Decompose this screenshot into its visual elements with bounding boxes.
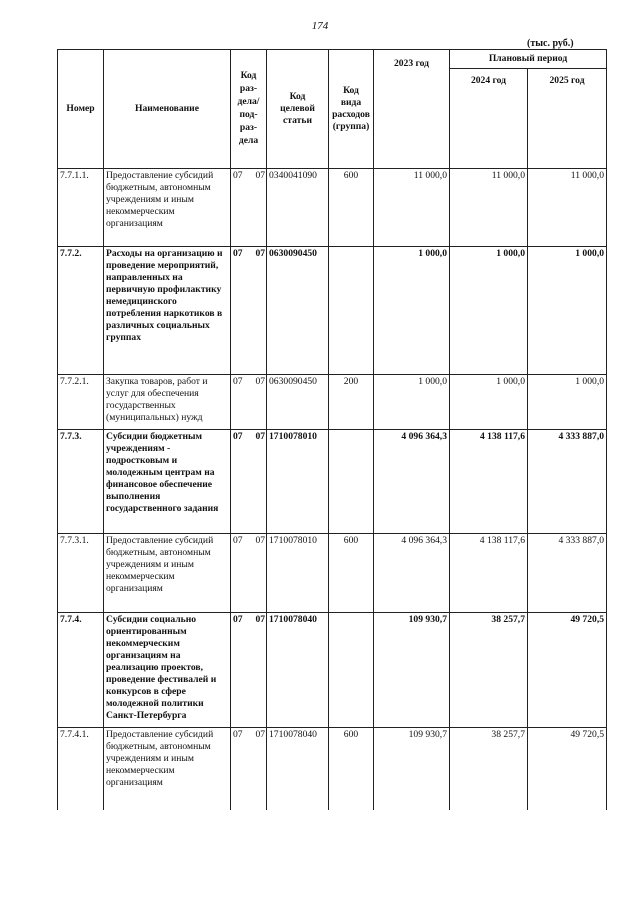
row-expense-code	[329, 247, 374, 375]
row-name: Предоставление субсидий бюджетным, автономным учреждениям и иным некоммерческим организациям	[104, 169, 231, 247]
table-row	[58, 375, 607, 430]
row-value-2025: 4 333 887,0	[528, 534, 607, 613]
row-value-2025: 49 720,5	[528, 613, 607, 728]
header-section-text: Код раз- дела/ под- раз- дела	[237, 70, 260, 146]
row-value-2023: 4 096 364,3	[374, 430, 450, 534]
header-section-code	[231, 50, 267, 169]
table-row	[58, 247, 607, 375]
row-value-2024: 4 138 117,6	[450, 534, 528, 613]
row-value-2023: 109 930,7	[374, 613, 450, 728]
row-target-code: 0340041090	[267, 169, 329, 247]
row-section: 07	[231, 430, 254, 534]
row-number: 7.7.2.1.	[58, 375, 104, 430]
row-subsection: 07	[254, 534, 267, 613]
row-value-2025: 49 720,5	[528, 728, 607, 810]
row-subsection: 07	[254, 613, 267, 728]
row-expense-code: 600	[329, 728, 374, 810]
row-target-code: 0630090450	[267, 247, 329, 375]
table-row	[58, 430, 607, 534]
row-target-code: 1710078040	[267, 613, 329, 728]
row-number: 7.7.3.1.	[58, 534, 104, 613]
row-value-2023: 1 000,0	[374, 375, 450, 430]
row-target-code: 1710078040	[267, 728, 329, 810]
header-target-code	[267, 50, 329, 169]
row-subsection: 07	[254, 728, 267, 810]
row-section: 07	[231, 613, 254, 728]
header-target-text: Код целевой статьи	[280, 91, 315, 126]
row-section: 07	[231, 247, 254, 375]
row-subsection: 07	[254, 430, 267, 534]
row-target-code: 0630090450	[267, 375, 329, 430]
row-expense-code: 600	[329, 534, 374, 613]
row-name: Расходы на организацию и проведение мероприятий, направленных на первичную профилактику немедицинского потребления наркотиков в различных социальных группах	[104, 247, 231, 375]
row-name: Субсидии социально ориентированным некоммерческим организациям на реализацию проектов, проведение фестивалей и конкурсов в сфере молодежной политики Санкт-Петербурга	[104, 613, 231, 728]
table-row	[58, 728, 607, 810]
row-expense-code: 600	[329, 169, 374, 247]
row-value-2025: 11 000,0	[528, 169, 607, 247]
row-subsection: 07	[254, 169, 267, 247]
header-2025: 2025 год	[528, 69, 607, 169]
row-expense-code: 200	[329, 375, 374, 430]
header-name: Наименование	[104, 50, 231, 169]
row-value-2024: 38 257,7	[450, 728, 528, 810]
page-number: 174	[311, 20, 329, 32]
row-value-2025: 4 333 887,0	[528, 430, 607, 534]
row-name: Предоставление субсидий бюджетным, автономным учреждениям и иным некоммерческим организациям	[104, 534, 231, 613]
units-label: (тыс. руб.)	[527, 38, 574, 49]
row-value-2023: 11 000,0	[374, 169, 450, 247]
header-2023: 2023 год	[374, 50, 450, 169]
row-value-2025: 1 000,0	[528, 247, 607, 375]
row-section: 07	[231, 375, 254, 430]
row-name: Закупка товаров, работ и услуг для обеспечения государственных (муниципальных) нужд	[104, 375, 231, 430]
row-expense-code	[329, 430, 374, 534]
header-expense-text: Код вида расходов (группа)	[332, 85, 370, 132]
table-row	[58, 613, 607, 728]
row-section: 07	[231, 728, 254, 810]
row-subsection: 07	[254, 375, 267, 430]
header-expense-code	[329, 50, 374, 169]
row-value-2023: 109 930,7	[374, 728, 450, 810]
row-subsection: 07	[254, 247, 267, 375]
row-value-2024: 1 000,0	[450, 247, 528, 375]
row-value-2024: 4 138 117,6	[450, 430, 528, 534]
row-number: 7.7.4.	[58, 613, 104, 728]
row-name: Субсидии бюджетным учреждениям - подростковым и молодежным центрам на финансовое обеспечение выполнения государственного задания	[104, 430, 231, 534]
row-value-2024: 38 257,7	[450, 613, 528, 728]
budget-table	[57, 49, 607, 810]
row-value-2024: 1 000,0	[450, 375, 528, 430]
row-value-2023: 4 096 364,3	[374, 534, 450, 613]
row-number: 7.7.3.	[58, 430, 104, 534]
row-name: Предоставление субсидий бюджетным, автономным учреждениям и иным некоммерческим организациям	[104, 728, 231, 810]
row-value-2024: 11 000,0	[450, 169, 528, 247]
row-target-code: 1710078010	[267, 534, 329, 613]
table-row	[58, 534, 607, 613]
row-value-2025: 1 000,0	[528, 375, 607, 430]
row-number: 7.7.1.1.	[58, 169, 104, 247]
row-section: 07	[231, 169, 254, 247]
table-row	[58, 169, 607, 247]
header-planned-period: Плановый период	[450, 50, 607, 69]
row-number: 7.7.4.1.	[58, 728, 104, 810]
row-value-2023: 1 000,0	[374, 247, 450, 375]
header-number: Номер	[58, 50, 104, 169]
row-number: 7.7.2.	[58, 247, 104, 375]
header-2024: 2024 год	[450, 69, 528, 169]
row-expense-code	[329, 613, 374, 728]
row-section: 07	[231, 534, 254, 613]
row-target-code: 1710078010	[267, 430, 329, 534]
